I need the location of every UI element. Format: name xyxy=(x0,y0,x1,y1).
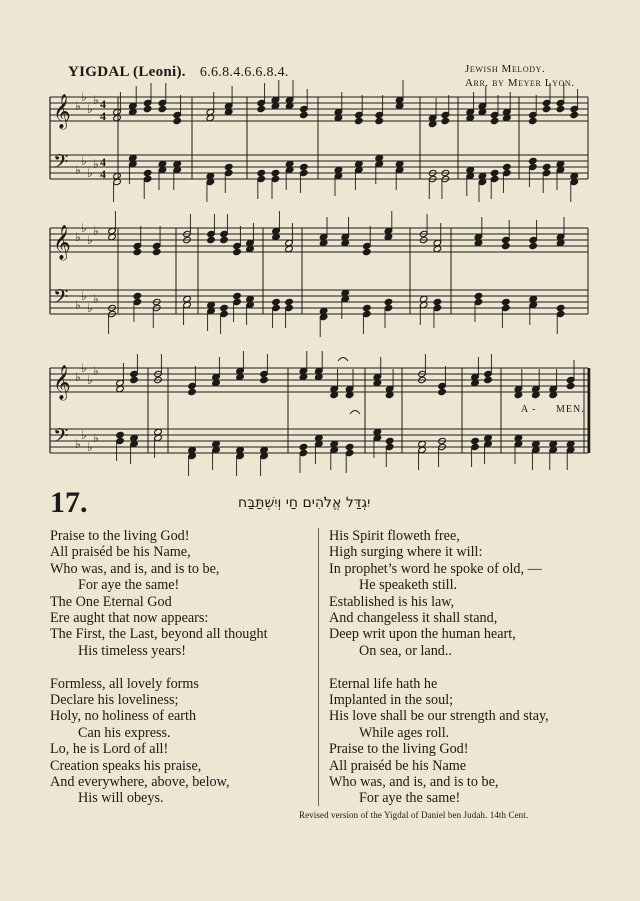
flat-sign-icon: ♭ xyxy=(93,292,99,306)
flat-sign-icon: ♭ xyxy=(81,221,87,235)
fermata-icon xyxy=(338,358,348,362)
bass-clef-icon: 𝄢 xyxy=(53,285,69,313)
stanza xyxy=(50,676,268,807)
verse-line: Lo, he is Lord of all! xyxy=(50,741,169,758)
flat-sign-icon: ♭ xyxy=(87,233,93,247)
flat-sign-icon: ♭ xyxy=(87,102,93,116)
verse-line: Deep writ upon the human heart, xyxy=(329,626,516,643)
flat-sign-icon: ♭ xyxy=(87,440,93,454)
flat-sign-icon: ♭ xyxy=(75,298,81,312)
column-divider xyxy=(318,528,319,806)
verse-line: Holy, no holiness of earth xyxy=(50,708,197,725)
flat-sign-icon: ♭ xyxy=(93,224,99,238)
treble-clef-icon: 𝄞 xyxy=(53,365,71,400)
verse-line: The One Eternal God xyxy=(50,593,172,610)
hebrew-incipit: יִגְדַּל אֱלֹהִים חַי וְיִשְׁתַּבַּח xyxy=(238,495,371,511)
bass-clef-icon: 𝄢 xyxy=(53,424,69,452)
stanza xyxy=(329,676,549,807)
hymn-number: 17. xyxy=(50,486,88,519)
time-signature-top: 4 xyxy=(100,155,106,169)
stanza xyxy=(50,528,268,659)
flat-sign-icon: ♭ xyxy=(75,163,81,177)
verse-line: Who was, and is, and is to be, xyxy=(329,774,499,791)
verse-line: In prophet’s word he spoke of old, — xyxy=(329,560,542,577)
verse-line: High surging where it will: xyxy=(329,544,483,561)
flat-sign-icon: ♭ xyxy=(75,230,81,244)
verse-line: The First, the Last, beyond all thought xyxy=(50,626,268,643)
verse-line: Creation speaks his praise, xyxy=(50,757,202,774)
footer-credit: Revised version of the Yigdal of Daniel ben Judah. 14th Cent. xyxy=(299,810,529,820)
verse-line: And everywhere, above, below, xyxy=(50,774,230,791)
verse-line: Implanted in the soul; xyxy=(329,692,454,709)
time-signature-bottom: 4 xyxy=(100,167,106,181)
verse-line: For aye the same! xyxy=(359,790,461,807)
time-signature-top: 4 xyxy=(100,97,106,111)
tune-arranger: Arr. by Meyer Lyon. xyxy=(465,77,575,89)
verses-right-column xyxy=(329,528,549,823)
verses-left-column xyxy=(50,528,268,823)
verse-line: For aye the same! xyxy=(78,577,180,594)
flat-sign-icon: ♭ xyxy=(81,289,87,303)
flat-sign-icon: ♭ xyxy=(87,373,93,387)
verse-line: Declare his loveliness; xyxy=(50,692,179,709)
tune-name: YIGDAL (Leoni). xyxy=(68,64,186,80)
flat-sign-icon: ♭ xyxy=(81,154,87,168)
bass-clef-icon: 𝄢 xyxy=(53,150,69,178)
verse-line: And changeless it shall stand, xyxy=(329,610,498,627)
flat-sign-icon: ♭ xyxy=(75,437,81,451)
flat-sign-icon: ♭ xyxy=(75,370,81,384)
verse-line: Established is his law, xyxy=(329,593,455,610)
flat-sign-icon: ♭ xyxy=(87,301,93,315)
flat-sign-icon: ♭ xyxy=(81,90,87,104)
treble-clef-icon: 𝄞 xyxy=(53,225,71,260)
flat-sign-icon: ♭ xyxy=(93,157,99,171)
stanza xyxy=(329,528,549,659)
flat-sign-icon: ♭ xyxy=(81,361,87,375)
flat-sign-icon: ♭ xyxy=(93,431,99,445)
tune-source: Jewish Melody. xyxy=(465,63,546,75)
verse-line: All praiséd be his Name, xyxy=(50,544,191,561)
flat-sign-icon: ♭ xyxy=(75,99,81,113)
treble-clef-icon: 𝄞 xyxy=(53,94,71,129)
verse-line: Praise to the living God! xyxy=(329,741,469,758)
flat-sign-icon: ♭ xyxy=(93,93,99,107)
flat-sign-icon: ♭ xyxy=(87,166,93,180)
verse-line: On sea, or land.. xyxy=(359,642,452,659)
verse-line: His timeless years! xyxy=(78,642,186,659)
verse-line: Can his express. xyxy=(78,724,171,741)
verse-line: His will obeys. xyxy=(78,790,164,807)
verse-line: All praiséd be his Name xyxy=(329,757,467,774)
verse-line: Who was, and is, and is to be, xyxy=(50,560,220,577)
verse-line: While ages roll. xyxy=(359,724,450,741)
verse-line: Ere aught that now appears: xyxy=(50,610,209,627)
verse-line: His Spirit floweth free, xyxy=(329,528,460,544)
verse-line: He speaketh still. xyxy=(359,577,458,594)
verse-line: Eternal life hath he xyxy=(329,675,438,692)
amen-lyric-a: A - xyxy=(521,404,537,415)
verse-line: Praise to the living God! xyxy=(50,528,190,544)
flat-sign-icon: ♭ xyxy=(81,428,87,442)
verse-line: Formless, all lovely forms xyxy=(50,675,199,692)
tune-meter: 6.6.8.4.6.6.8.4. xyxy=(199,65,289,80)
flat-sign-icon: ♭ xyxy=(93,364,99,378)
amen-lyric-men: MEN. xyxy=(556,404,585,415)
time-signature-bottom: 4 xyxy=(100,109,106,123)
verse-line: His love shall be our strength and stay, xyxy=(329,708,549,725)
fermata-icon xyxy=(350,411,360,415)
